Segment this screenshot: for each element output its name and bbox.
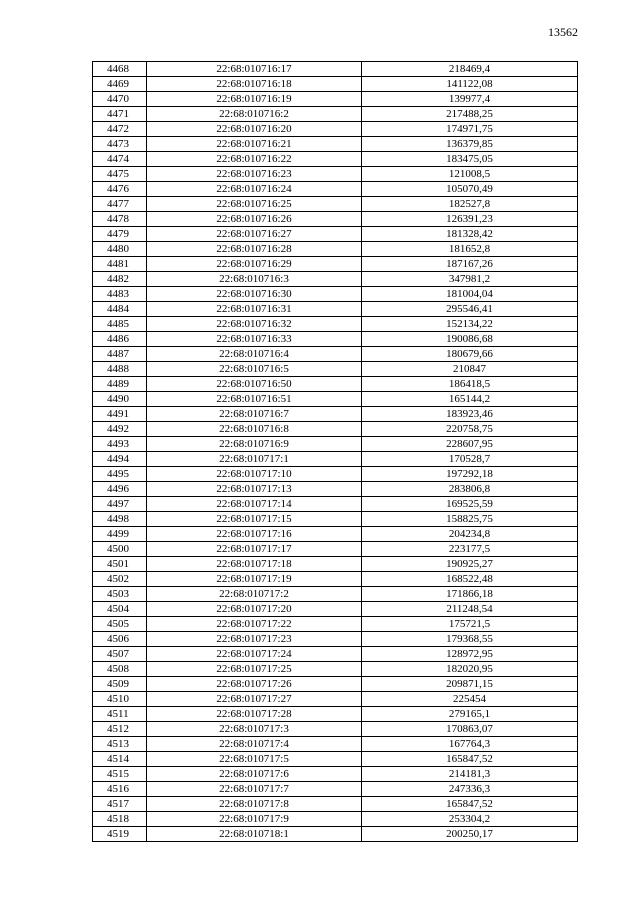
row-number-cell: 4477 (93, 197, 147, 212)
cadastral-number-cell: 22:68:010716:32 (147, 317, 362, 332)
cadastral-number-cell: 22:68:010717:10 (147, 467, 362, 482)
table-row (93, 107, 578, 122)
cadastral-number-cell: 22:68:010717:28 (147, 707, 362, 722)
value-cell: 171866,18 (362, 587, 578, 602)
cadastral-number-cell: 22:68:010716:17 (147, 62, 362, 77)
value-cell: 186418,5 (362, 377, 578, 392)
cadastral-number-cell: 22:68:010716:50 (147, 377, 362, 392)
table-row (93, 557, 578, 572)
table-row (93, 437, 578, 452)
row-number-cell: 4490 (93, 392, 147, 407)
row-number-cell: 4504 (93, 602, 147, 617)
row-number-cell: 4474 (93, 152, 147, 167)
row-number-cell: 4509 (93, 677, 147, 692)
cadastral-number-cell: 22:68:010716:28 (147, 242, 362, 257)
row-number-cell: 4473 (93, 137, 147, 152)
row-number-cell: 4486 (93, 332, 147, 347)
cadastral-number-cell: 22:68:010717:13 (147, 482, 362, 497)
value-cell: 180679,66 (362, 347, 578, 362)
cadastral-number-cell: 22:68:010717:20 (147, 602, 362, 617)
cadastral-number-cell: 22:68:010716:22 (147, 152, 362, 167)
cadastral-number-cell: 22:68:010716:8 (147, 422, 362, 437)
value-cell: 182020,95 (362, 662, 578, 677)
value-cell: 209871,15 (362, 677, 578, 692)
table-row (93, 317, 578, 332)
value-cell: 181328,42 (362, 227, 578, 242)
row-number-cell: 4511 (93, 707, 147, 722)
value-cell: 181652,8 (362, 242, 578, 257)
value-cell: 183475,05 (362, 152, 578, 167)
table-row (93, 122, 578, 137)
row-number-cell: 4517 (93, 797, 147, 812)
cadastral-number-cell: 22:68:010717:3 (147, 722, 362, 737)
value-cell: 139977,4 (362, 92, 578, 107)
cadastral-number-cell: 22:68:010717:23 (147, 632, 362, 647)
cadastral-number-cell: 22:68:010716:4 (147, 347, 362, 362)
table-row (93, 212, 578, 227)
table-row (93, 362, 578, 377)
value-cell: 136379,85 (362, 137, 578, 152)
cadastral-number-cell: 22:68:010716:7 (147, 407, 362, 422)
table-body (93, 62, 578, 842)
value-cell: 220758,75 (362, 422, 578, 437)
table-row (93, 602, 578, 617)
table-row (93, 152, 578, 167)
cadastral-number-cell: 22:68:010716:18 (147, 77, 362, 92)
row-number-cell: 4496 (93, 482, 147, 497)
table-row (93, 617, 578, 632)
cadastral-number-cell: 22:68:010716:20 (147, 122, 362, 137)
value-cell: 165847,52 (362, 797, 578, 812)
value-cell: 187167,26 (362, 257, 578, 272)
row-number-cell: 4505 (93, 617, 147, 632)
value-cell: 247336,3 (362, 782, 578, 797)
table-row (93, 167, 578, 182)
table-row (93, 92, 578, 107)
value-cell: 152134,22 (362, 317, 578, 332)
value-cell: 228607,95 (362, 437, 578, 452)
table-row (93, 587, 578, 602)
table-row (93, 407, 578, 422)
value-cell: 165847,52 (362, 752, 578, 767)
cadastral-value-table (92, 61, 578, 842)
row-number-cell: 4479 (93, 227, 147, 242)
table-row (93, 767, 578, 782)
value-cell: 169525,59 (362, 497, 578, 512)
row-number-cell: 4484 (93, 302, 147, 317)
row-number-cell: 4516 (93, 782, 147, 797)
row-number-cell: 4514 (93, 752, 147, 767)
row-number-cell: 4483 (93, 287, 147, 302)
cadastral-number-cell: 22:68:010717:19 (147, 572, 362, 587)
value-cell: 197292,18 (362, 467, 578, 482)
cadastral-number-cell: 22:68:010716:19 (147, 92, 362, 107)
table-row (93, 722, 578, 737)
table-row (93, 812, 578, 827)
cadastral-number-cell: 22:68:010716:26 (147, 212, 362, 227)
row-number-cell: 4500 (93, 542, 147, 557)
table-row (93, 677, 578, 692)
value-cell: 190086,68 (362, 332, 578, 347)
cadastral-number-cell: 22:68:010718:1 (147, 827, 362, 842)
row-number-cell: 4515 (93, 767, 147, 782)
cadastral-number-cell: 22:68:010717:27 (147, 692, 362, 707)
value-cell: 141122,08 (362, 77, 578, 92)
value-cell: 121008,5 (362, 167, 578, 182)
table-row (93, 272, 578, 287)
table-row (93, 137, 578, 152)
table-row (93, 422, 578, 437)
table-row (93, 572, 578, 587)
table-row (93, 182, 578, 197)
value-cell: 128972,95 (362, 647, 578, 662)
table-row (93, 62, 578, 77)
cadastral-number-cell: 22:68:010717:18 (147, 557, 362, 572)
row-number-cell: 4485 (93, 317, 147, 332)
row-number-cell: 4468 (93, 62, 147, 77)
value-cell: 217488,25 (362, 107, 578, 122)
value-cell: 210847 (362, 362, 578, 377)
value-cell: 211248,54 (362, 602, 578, 617)
cadastral-number-cell: 22:68:010716:31 (147, 302, 362, 317)
value-cell: 214181,3 (362, 767, 578, 782)
row-number-cell: 4499 (93, 527, 147, 542)
row-number-cell: 4506 (93, 632, 147, 647)
cadastral-number-cell: 22:68:010716:9 (147, 437, 362, 452)
value-cell: 181004,04 (362, 287, 578, 302)
cadastral-number-cell: 22:68:010716:25 (147, 197, 362, 212)
row-number-cell: 4471 (93, 107, 147, 122)
table-row (93, 332, 578, 347)
value-cell: 174971,75 (362, 122, 578, 137)
row-number-cell: 4498 (93, 512, 147, 527)
row-number-cell: 4510 (93, 692, 147, 707)
value-cell: 165144,2 (362, 392, 578, 407)
cadastral-number-cell: 22:68:010716:23 (147, 167, 362, 182)
page-number: 13562 (548, 25, 578, 39)
table-row (93, 257, 578, 272)
cadastral-number-cell: 22:68:010717:5 (147, 752, 362, 767)
value-cell: 253304,2 (362, 812, 578, 827)
table-row (93, 512, 578, 527)
table-row (93, 542, 578, 557)
value-cell: 183923,46 (362, 407, 578, 422)
table-row (93, 647, 578, 662)
row-number-cell: 4480 (93, 242, 147, 257)
cadastral-number-cell: 22:68:010717:9 (147, 812, 362, 827)
row-number-cell: 4519 (93, 827, 147, 842)
cadastral-number-cell: 22:68:010716:30 (147, 287, 362, 302)
row-number-cell: 4472 (93, 122, 147, 137)
table-row (93, 377, 578, 392)
table-row (93, 227, 578, 242)
cadastral-number-cell: 22:68:010717:26 (147, 677, 362, 692)
row-number-cell: 4478 (93, 212, 147, 227)
row-number-cell: 4492 (93, 422, 147, 437)
value-cell: 179368,55 (362, 632, 578, 647)
value-cell: 158825,75 (362, 512, 578, 527)
value-cell: 126391,23 (362, 212, 578, 227)
value-cell: 279165,1 (362, 707, 578, 722)
table-row (93, 482, 578, 497)
cadastral-number-cell: 22:68:010716:5 (147, 362, 362, 377)
row-number-cell: 4494 (93, 452, 147, 467)
value-cell: 105070,49 (362, 182, 578, 197)
value-cell: 168522,48 (362, 572, 578, 587)
row-number-cell: 4476 (93, 182, 147, 197)
row-number-cell: 4482 (93, 272, 147, 287)
table-row (93, 302, 578, 317)
table-row (93, 797, 578, 812)
cadastral-number-cell: 22:68:010716:2 (147, 107, 362, 122)
table-row (93, 752, 578, 767)
table-row (93, 77, 578, 92)
table-row (93, 452, 578, 467)
table-row (93, 827, 578, 842)
value-cell: 190925,27 (362, 557, 578, 572)
table-row (93, 527, 578, 542)
table-row (93, 287, 578, 302)
cadastral-number-cell: 22:68:010717:8 (147, 797, 362, 812)
cadastral-number-cell: 22:68:010717:15 (147, 512, 362, 527)
table-row (93, 632, 578, 647)
cadastral-number-cell: 22:68:010717:2 (147, 587, 362, 602)
cadastral-number-cell: 22:68:010717:14 (147, 497, 362, 512)
table-row (93, 242, 578, 257)
row-number-cell: 4507 (93, 647, 147, 662)
row-number-cell: 4502 (93, 572, 147, 587)
row-number-cell: 4493 (93, 437, 147, 452)
table-row (93, 392, 578, 407)
value-cell: 175721,5 (362, 617, 578, 632)
row-number-cell: 4470 (93, 92, 147, 107)
value-cell: 204234,8 (362, 527, 578, 542)
value-cell: 225454 (362, 692, 578, 707)
value-cell: 295546,41 (362, 302, 578, 317)
table-row (93, 497, 578, 512)
row-number-cell: 4503 (93, 587, 147, 602)
value-cell: 170528,7 (362, 452, 578, 467)
value-cell: 200250,17 (362, 827, 578, 842)
cadastral-number-cell: 22:68:010716:24 (147, 182, 362, 197)
row-number-cell: 4481 (93, 257, 147, 272)
value-cell: 218469,4 (362, 62, 578, 77)
row-number-cell: 4491 (93, 407, 147, 422)
value-cell: 182527,8 (362, 197, 578, 212)
value-cell: 170863,07 (362, 722, 578, 737)
row-number-cell: 4489 (93, 377, 147, 392)
value-cell: 167764,3 (362, 737, 578, 752)
cadastral-number-cell: 22:68:010717:16 (147, 527, 362, 542)
table-row (93, 347, 578, 362)
cadastral-number-cell: 22:68:010717:17 (147, 542, 362, 557)
table-row (93, 707, 578, 722)
value-cell: 283806,8 (362, 482, 578, 497)
table-row (93, 662, 578, 677)
row-number-cell: 4487 (93, 347, 147, 362)
value-cell: 223177,5 (362, 542, 578, 557)
cadastral-number-cell: 22:68:010716:33 (147, 332, 362, 347)
row-number-cell: 4513 (93, 737, 147, 752)
cadastral-number-cell: 22:68:010716:51 (147, 392, 362, 407)
cadastral-number-cell: 22:68:010717:7 (147, 782, 362, 797)
value-cell: 347981,2 (362, 272, 578, 287)
table-row (93, 737, 578, 752)
row-number-cell: 4475 (93, 167, 147, 182)
row-number-cell: 4508 (93, 662, 147, 677)
row-number-cell: 4512 (93, 722, 147, 737)
cadastral-number-cell: 22:68:010717:22 (147, 617, 362, 632)
cadastral-number-cell: 22:68:010717:1 (147, 452, 362, 467)
table-row (93, 467, 578, 482)
cadastral-number-cell: 22:68:010717:25 (147, 662, 362, 677)
cadastral-number-cell: 22:68:010717:6 (147, 767, 362, 782)
cadastral-number-cell: 22:68:010716:27 (147, 227, 362, 242)
table-row (93, 692, 578, 707)
cadastral-number-cell: 22:68:010716:3 (147, 272, 362, 287)
row-number-cell: 4497 (93, 497, 147, 512)
table-row (93, 782, 578, 797)
row-number-cell: 4469 (93, 77, 147, 92)
cadastral-number-cell: 22:68:010717:4 (147, 737, 362, 752)
row-number-cell: 4495 (93, 467, 147, 482)
table-row (93, 197, 578, 212)
row-number-cell: 4518 (93, 812, 147, 827)
cadastral-number-cell: 22:68:010716:29 (147, 257, 362, 272)
cadastral-number-cell: 22:68:010717:24 (147, 647, 362, 662)
row-number-cell: 4501 (93, 557, 147, 572)
row-number-cell: 4488 (93, 362, 147, 377)
cadastral-number-cell: 22:68:010716:21 (147, 137, 362, 152)
